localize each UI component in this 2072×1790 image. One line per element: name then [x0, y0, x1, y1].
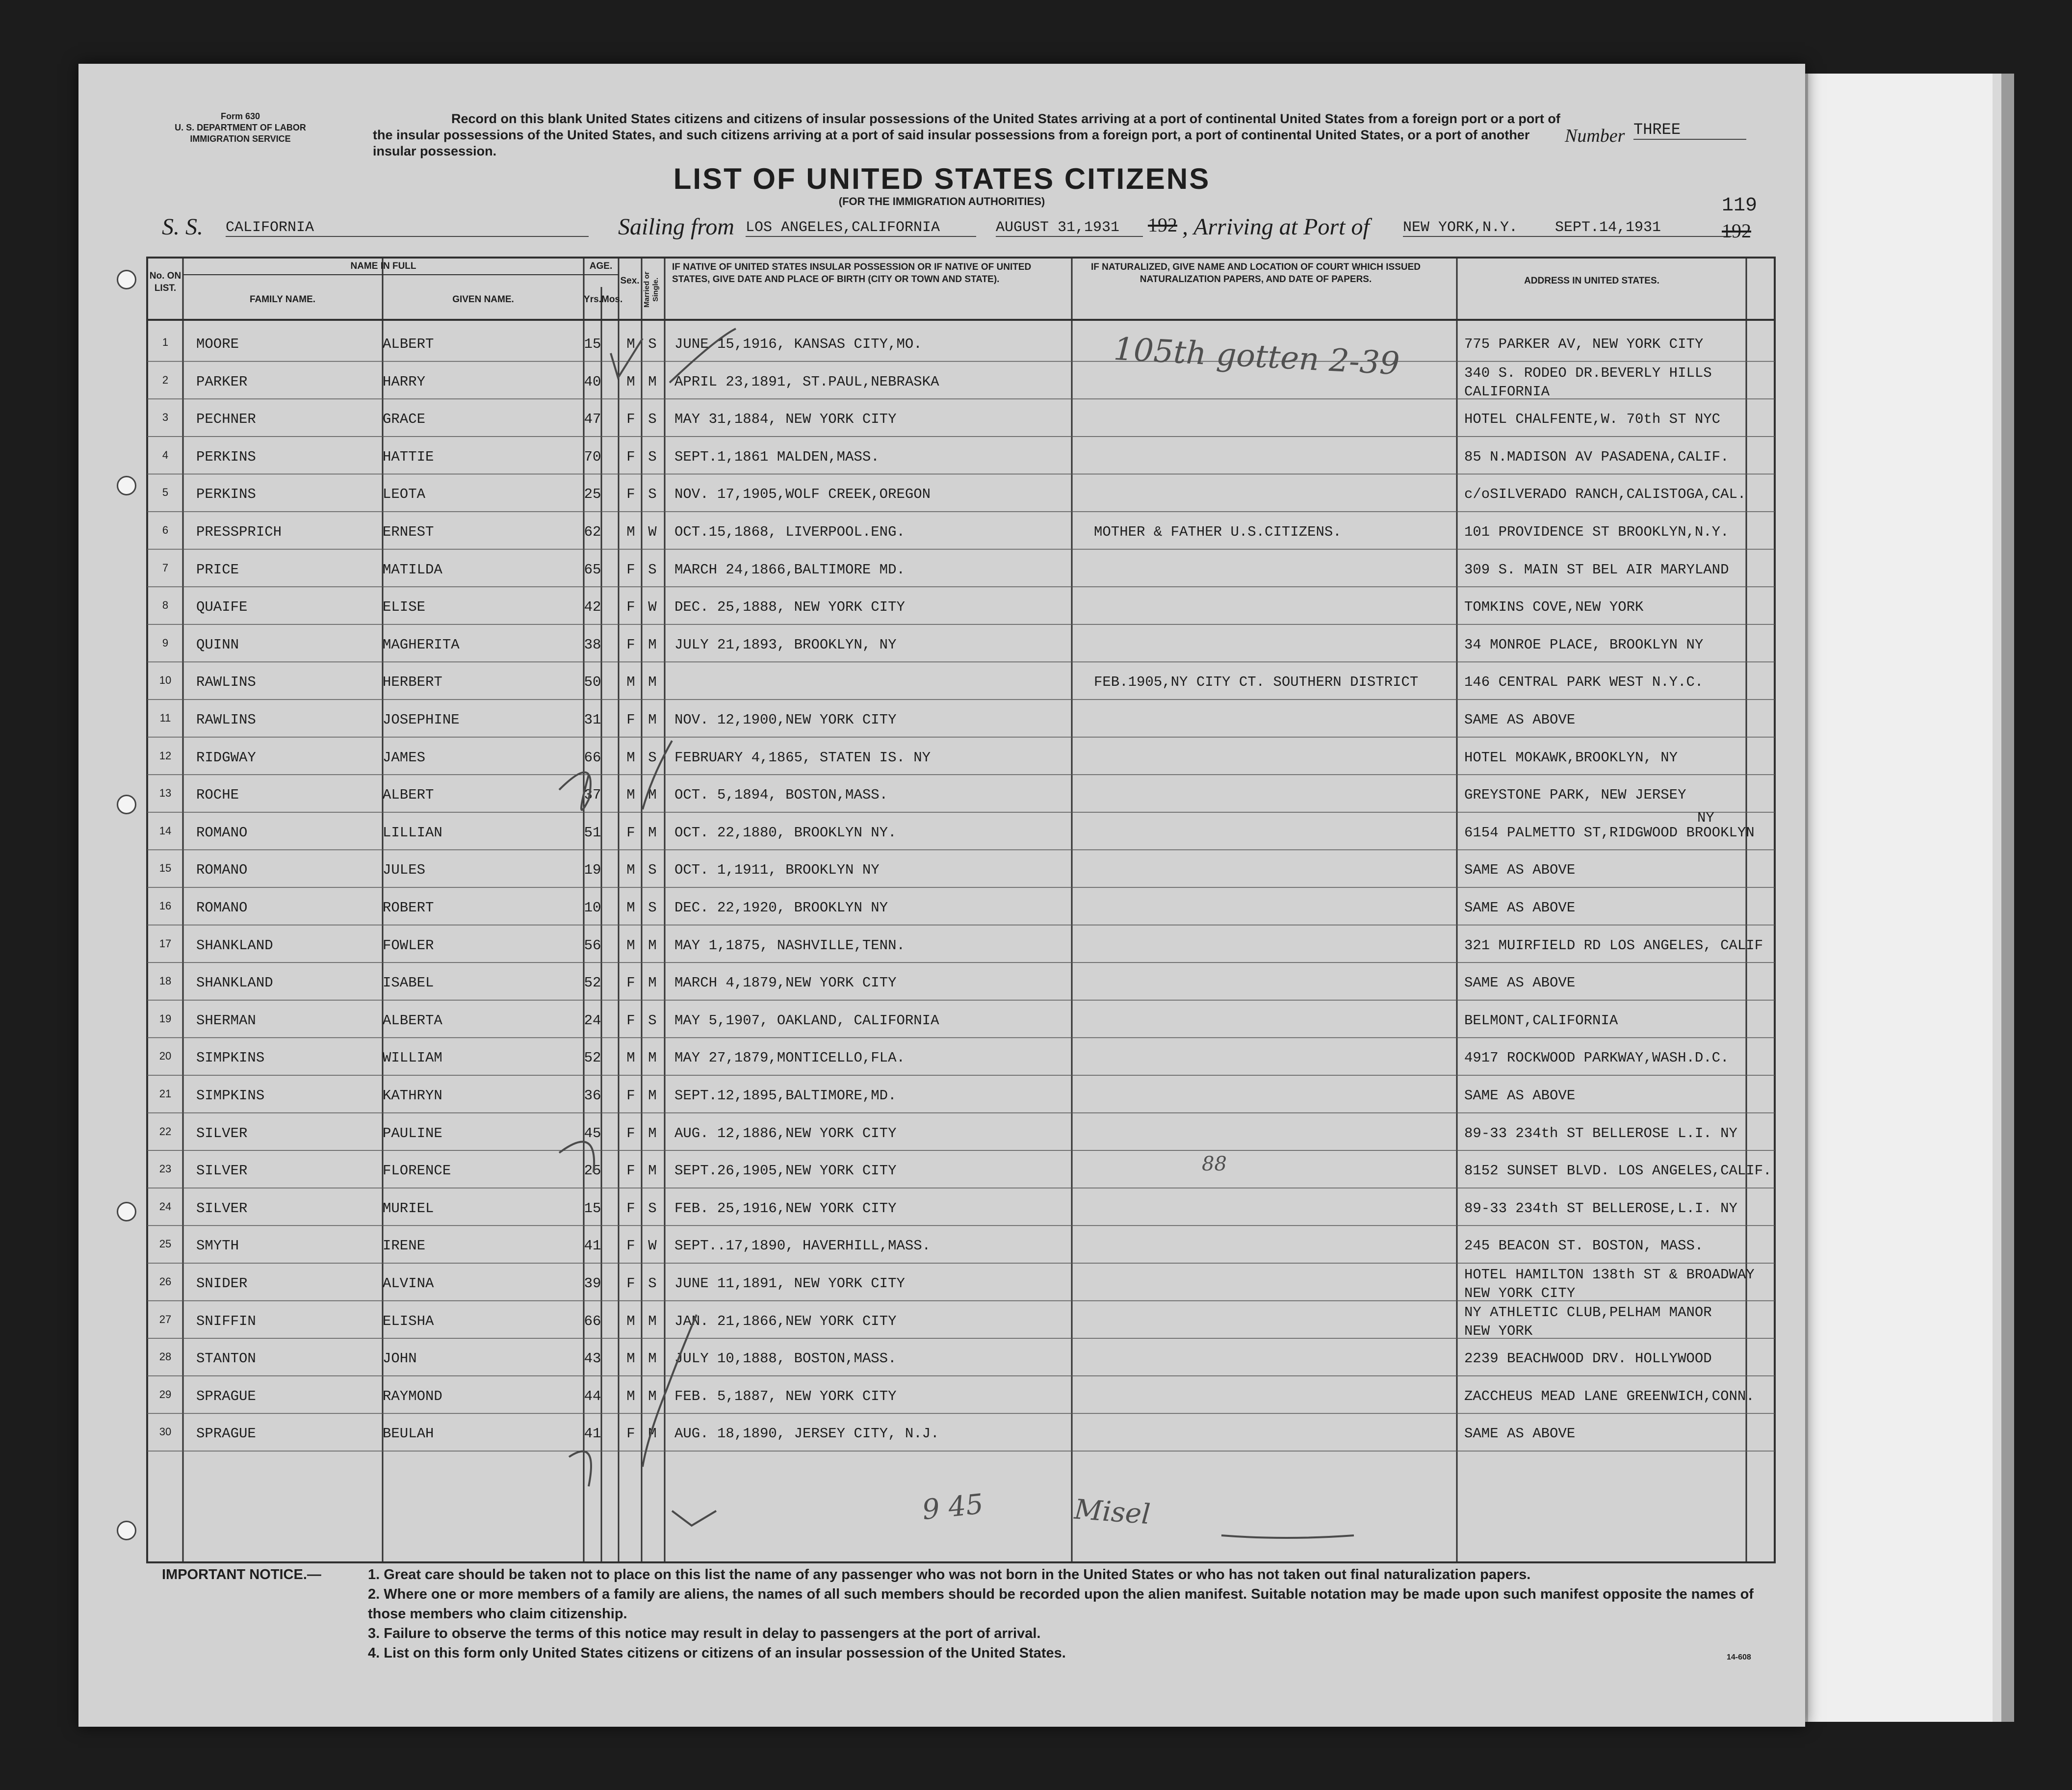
- row-number: 19: [159, 1012, 172, 1025]
- row-number: 21: [159, 1088, 172, 1100]
- sex: F: [626, 1088, 635, 1104]
- sex: F: [626, 561, 635, 578]
- age-years: 15: [584, 336, 601, 352]
- marital-status: S: [648, 486, 657, 503]
- marital-status: S: [648, 1200, 657, 1217]
- arrival-date: SEPT.14,1931: [1555, 219, 1732, 237]
- address: c/oSILVERADO RANCH,CALISTOGA,CAL.: [1464, 486, 1746, 503]
- age-years: 41: [584, 1426, 601, 1442]
- age-years: 65: [584, 561, 601, 578]
- age-years: 19: [584, 862, 601, 879]
- row-number: 6: [162, 524, 169, 536]
- marital-status: M: [648, 373, 657, 390]
- marital-status: M: [648, 1426, 657, 1442]
- sex: F: [626, 448, 635, 465]
- header-age: AGE.: [589, 261, 613, 271]
- row-number: 2: [162, 373, 169, 386]
- given-name: LEOTA: [383, 486, 426, 503]
- address: 309 S. MAIN ST BEL AIR MARYLAND: [1464, 561, 1729, 578]
- address: 89-33 234th ST BELLEROSE L.I. NY: [1464, 1125, 1737, 1141]
- marital-status: S: [648, 862, 657, 879]
- row-number: 11: [159, 712, 171, 724]
- marital-status: M: [648, 674, 657, 691]
- marital-status: M: [648, 712, 657, 728]
- row-number: 4: [162, 448, 169, 461]
- age-years: 50: [584, 674, 601, 691]
- age-years: 31: [584, 712, 601, 728]
- age-years: 42: [584, 599, 601, 616]
- handwritten-note-row1: 105th gotten 2-39: [1113, 331, 1401, 383]
- age-years: 39: [584, 1275, 601, 1292]
- marital-status: S: [648, 900, 657, 916]
- row-number: 20: [159, 1050, 172, 1063]
- sex: M: [626, 900, 635, 916]
- family-name: ROMANO: [196, 862, 248, 879]
- age-years: 41: [584, 1238, 601, 1254]
- sailing-port: LOS ANGELES,CALIFORNIA: [746, 219, 976, 237]
- birth-info: MAY 5,1907, OAKLAND, CALIFORNIA: [674, 1012, 939, 1029]
- age-years: 52: [584, 1050, 601, 1066]
- ship-name: CALIFORNIA: [226, 219, 589, 237]
- given-name: ALBERT: [383, 336, 434, 352]
- row-number: 15: [159, 862, 172, 875]
- sex: M: [626, 674, 635, 691]
- sex: F: [626, 1200, 635, 1217]
- header-sex: Sex.: [620, 276, 640, 286]
- address: 101 PROVIDENCE ST BROOKLYN,N.Y.: [1464, 524, 1729, 540]
- family-name: SMYTH: [196, 1238, 239, 1254]
- address: 321 MUIRFIELD RD LOS ANGELES, CALIF: [1464, 937, 1763, 954]
- given-name: KATHRYN: [383, 1088, 442, 1104]
- header-name-in-full: NAME IN FULL: [350, 261, 416, 271]
- given-name: HERBERT: [383, 674, 442, 691]
- naturalization: FEB.1905,NY CITY CT. SOUTHERN DISTRICT: [1094, 674, 1419, 691]
- birth-info: SEPT.12,1895,BALTIMORE,MD.: [674, 1088, 897, 1104]
- birth-info: MAY 1,1875, NASHVILLE,TENN.: [674, 937, 905, 954]
- family-name: ROMANO: [196, 900, 248, 916]
- address: HOTEL MOKAWK,BROOKLYN, NY: [1464, 749, 1678, 766]
- header-address: ADDRESS IN UNITED STATES.: [1524, 276, 1659, 286]
- given-name: HATTIE: [383, 448, 434, 465]
- address: BELMONT,CALIFORNIA: [1464, 1012, 1618, 1029]
- header-no: No. ON LIST.: [149, 271, 181, 293]
- given-name: JAMES: [383, 749, 426, 766]
- notice-item-1: 1. Great care should be taken not to place on this list the name of any passenger who was not born in the United States or who has not taken out final naturalization papers.: [368, 1567, 1531, 1582]
- row-number: 1: [162, 336, 169, 348]
- notice-item-2: 2. Where one or more members of a family are aliens, the names of all such members should be recorded upon the alien manifest. Suitable notation may be made upon such manifest opposite the names of those members who claim citizenship.: [368, 1586, 1754, 1622]
- sex: M: [626, 1313, 635, 1329]
- address: SAME AS ABOVE: [1464, 862, 1576, 879]
- marital-status: S: [648, 448, 657, 465]
- age-years: 47: [584, 411, 601, 428]
- marital-status: S: [648, 1012, 657, 1029]
- given-name: MAGHERITA: [383, 636, 460, 653]
- row-number: 30: [159, 1426, 172, 1438]
- marital-status: S: [648, 336, 657, 352]
- ss-label: S. S.: [162, 214, 203, 240]
- age-years: 25: [584, 1163, 601, 1179]
- birth-info: FEB. 25,1916,NEW YORK CITY: [674, 1200, 897, 1217]
- given-name: ALVINA: [383, 1275, 434, 1292]
- family-name: SHANKLAND: [196, 937, 273, 954]
- sex: F: [626, 1125, 635, 1141]
- family-name: QUINN: [196, 636, 239, 653]
- birth-info: SEPT.26,1905,NEW YORK CITY: [674, 1163, 897, 1179]
- address: TOMKINS COVE,NEW YORK: [1464, 599, 1644, 616]
- row-number: 5: [162, 486, 169, 499]
- sailing-date: AUGUST 31,1931: [996, 219, 1143, 237]
- family-name: SIMPKINS: [196, 1088, 265, 1104]
- row-number: 27: [159, 1313, 172, 1325]
- address: 146 CENTRAL PARK WEST N.Y.C.: [1464, 674, 1704, 691]
- marital-status: S: [648, 561, 657, 578]
- given-name: GRACE: [383, 411, 426, 428]
- address-line2: NEW YORK: [1464, 1323, 1533, 1339]
- sex: M: [626, 373, 635, 390]
- birth-info: JULY 10,1888, BOSTON,MASS.: [674, 1350, 897, 1367]
- family-name: STANTON: [196, 1350, 256, 1367]
- age-years: 36: [584, 1088, 601, 1104]
- important-notice: [162, 1565, 1781, 1663]
- check-marks: [78, 64, 1805, 1727]
- family-name: SHANKLAND: [196, 975, 273, 991]
- notice-item-4: 4. List on this form only United States citizens or citizens of an insular possession of the United States.: [368, 1645, 1066, 1661]
- marital-status: W: [648, 599, 657, 616]
- number-label: Number: [1565, 126, 1625, 146]
- birth-info: APRIL 23,1891, ST.PAUL,NEBRASKA: [674, 373, 939, 390]
- marital-status: S: [648, 411, 657, 428]
- row-number: 18: [159, 975, 172, 987]
- family-name: QUAIFE: [196, 599, 248, 616]
- row-number: 12: [159, 749, 172, 762]
- family-name: SPRAGUE: [196, 1388, 256, 1404]
- address: 6154 PALMETTO ST,RIDGWOOD BROOKLYN: [1464, 824, 1755, 841]
- row-number: 3: [162, 411, 169, 424]
- footer-code: 14-608: [1727, 1653, 1751, 1661]
- family-name: MOORE: [196, 336, 239, 352]
- row-number: 28: [159, 1350, 172, 1363]
- header-naturalized: IF NATURALIZED, GIVE NAME AND LOCATION OF COURT WHICH ISSUED NATURALIZATION PAPERS, AND DATE OF PAPERS.: [1090, 262, 1421, 285]
- family-name: RAWLINS: [196, 712, 256, 728]
- row-number: 24: [159, 1200, 172, 1213]
- address: SAME AS ABOVE: [1464, 1088, 1576, 1104]
- row-number: 25: [159, 1238, 172, 1250]
- birth-info: FEBRUARY 4,1865, STATEN IS. NY: [674, 749, 931, 766]
- birth-info: SEPT..17,1890, HAVERHILL,MASS.: [674, 1238, 931, 1254]
- sex: F: [626, 636, 635, 653]
- address: 340 S. RODEO DR.BEVERLY HILLS: [1464, 364, 1712, 381]
- birth-info: SEPT.1,1861 MALDEN,MASS.: [674, 448, 880, 465]
- address: HOTEL HAMILTON 138th ST & BROADWAY: [1464, 1267, 1755, 1283]
- given-name: MATILDA: [383, 561, 442, 578]
- birth-info: NOV. 12,1900,NEW YORK CITY: [674, 712, 897, 728]
- marital-status: M: [648, 636, 657, 653]
- marital-status: M: [648, 1313, 657, 1329]
- address: SAME AS ABOVE: [1464, 712, 1576, 728]
- birth-info: DEC. 22,1920, BROOKLYN NY: [674, 900, 888, 916]
- row-number: 13: [159, 787, 172, 800]
- sex: M: [626, 336, 635, 352]
- age-years: 66: [584, 749, 601, 766]
- notice-item-3: 3. Failure to observe the terms of this notice may result in delay to passengers at the port of arrival.: [368, 1626, 1041, 1641]
- sex: F: [626, 1275, 635, 1292]
- given-name: BEULAH: [383, 1426, 434, 1442]
- age-years: 25: [584, 486, 601, 503]
- given-name: ISABEL: [383, 975, 434, 991]
- given-name: FLORENCE: [383, 1163, 451, 1179]
- sex: F: [626, 1012, 635, 1029]
- form-title: LIST OF UNITED STATES CITIZENS: [673, 162, 1211, 195]
- birth-info: MAY 27,1879,MONTICELLO,FLA.: [674, 1050, 905, 1066]
- sheet-number: 119: [1722, 195, 1758, 217]
- address: SAME AS ABOVE: [1464, 900, 1576, 916]
- age-years: 37: [584, 787, 601, 804]
- family-name: PERKINS: [196, 486, 256, 503]
- form-instructions: Record on this blank United States citizens and citizens of insular possessions of the United States arriving at a port of continental United States from a foreign port or a port of the insular possessions of the United States, and such citizens arriving at a port of said insular possessions from a foreign port, a port of continental United States, or a port of another insular possession.: [373, 111, 1560, 158]
- family-name: ROCHE: [196, 787, 239, 804]
- given-name: ELISE: [383, 599, 426, 616]
- sex: F: [626, 712, 635, 728]
- header-yrs: Yrs.: [584, 294, 601, 305]
- header-birth: IF NATIVE OF UNITED STATES INSULAR POSSESSION OR IF NATIVE OF UNITED STATES, GIVE DATE AND PLACE OF BIRTH (CITY OR TOWN AND STATE).: [672, 262, 1032, 285]
- sex: M: [626, 749, 635, 766]
- sex: F: [626, 486, 635, 503]
- address-line2: CALIFORNIA: [1464, 383, 1550, 400]
- marital-status: S: [648, 749, 657, 766]
- birth-info: MARCH 24,1866,BALTIMORE MD.: [674, 561, 905, 578]
- arrival-year-printed: 192: [1722, 220, 1751, 242]
- given-name: ALBERT: [383, 787, 434, 804]
- given-name: ALBERTA: [383, 1012, 442, 1029]
- given-name: FOWLER: [383, 937, 434, 954]
- age-years: 51: [584, 824, 601, 841]
- age-years: 43: [584, 1350, 601, 1367]
- family-name: PRICE: [196, 561, 239, 578]
- age-years: 70: [584, 448, 601, 465]
- header-given-name: GIVEN NAME.: [452, 294, 514, 305]
- sex: M: [626, 862, 635, 879]
- given-name: MURIEL: [383, 1200, 434, 1217]
- address: 85 N.MADISON AV PASADENA,CALIF.: [1464, 448, 1729, 465]
- row-number: 10: [159, 674, 172, 687]
- marital-status: M: [648, 787, 657, 804]
- address: SAME AS ABOVE: [1464, 975, 1576, 991]
- marital-status: M: [648, 1050, 657, 1066]
- handwritten-note-bottom: 9 45: [920, 1488, 985, 1527]
- birth-info: JAN. 21,1866,NEW YORK CITY: [674, 1313, 897, 1329]
- marital-status: W: [648, 1238, 657, 1254]
- row-number: 7: [162, 561, 169, 574]
- given-name: JULES: [383, 862, 426, 879]
- family-name: PRESSPRICH: [196, 524, 282, 540]
- birth-info: MAY 31,1884, NEW YORK CITY: [674, 411, 897, 428]
- row-number: 26: [159, 1275, 172, 1288]
- department: U. S. DEPARTMENT OF LABOR: [175, 123, 306, 132]
- given-name: ELISHA: [383, 1313, 434, 1329]
- form-number: Form 630: [220, 111, 260, 121]
- address: 8152 SUNSET BLVD. LOS ANGELES,CALIF.: [1464, 1163, 1772, 1179]
- service: IMMIGRATION SERVICE: [190, 134, 291, 144]
- age-years: 10: [584, 900, 601, 916]
- address: 245 BEACON ST. BOSTON, MASS.: [1464, 1238, 1704, 1254]
- family-name: SILVER: [196, 1200, 248, 1217]
- arriving-label: , Arriving at Port of: [1182, 214, 1370, 240]
- address: 89-33 234th ST BELLEROSE,L.I. NY: [1464, 1200, 1737, 1217]
- age-years: 45: [584, 1125, 601, 1141]
- page-edge-stack: [1805, 74, 2014, 1722]
- row-number: 14: [159, 824, 172, 837]
- sex: F: [626, 411, 635, 428]
- age-years: 15: [584, 1200, 601, 1217]
- naturalization: MOTHER & FATHER U.S.CITIZENS.: [1094, 524, 1342, 540]
- address: SAME AS ABOVE: [1464, 1426, 1576, 1442]
- stray-mark: 88: [1202, 1153, 1227, 1175]
- family-name: SILVER: [196, 1125, 248, 1141]
- family-name: RIDGWAY: [196, 749, 256, 766]
- age-years: 38: [584, 636, 601, 653]
- given-name: RAYMOND: [383, 1388, 442, 1404]
- family-name: SNIFFIN: [196, 1313, 256, 1329]
- family-name: SPRAGUE: [196, 1426, 256, 1442]
- sailing-label: Sailing from: [618, 214, 734, 240]
- sex: M: [626, 937, 635, 954]
- marital-status: M: [648, 824, 657, 841]
- header-family-name: FAMILY NAME.: [249, 294, 316, 305]
- sex: F: [626, 975, 635, 991]
- address: HOTEL CHALFENTE,W. 70th ST NYC: [1464, 411, 1721, 428]
- address: GREYSTONE PARK, NEW JERSEY: [1464, 787, 1686, 804]
- address-overline: NY: [1697, 809, 1714, 826]
- given-name: JOSEPHINE: [383, 712, 460, 728]
- header-married: Married or Single.: [643, 271, 660, 308]
- marital-status: W: [648, 524, 657, 540]
- sex: M: [626, 524, 635, 540]
- header-mos: Mos.: [601, 294, 623, 305]
- address: 775 PARKER AV, NEW YORK CITY: [1464, 336, 1704, 352]
- arrival-port: NEW YORK,N.Y.: [1403, 219, 1589, 237]
- family-name: PARKER: [196, 373, 248, 390]
- marital-status: M: [648, 1125, 657, 1141]
- birth-info: OCT. 22,1880, BROOKLYN NY.: [674, 824, 897, 841]
- birth-info: OCT. 5,1894, BOSTON,MASS.: [674, 787, 888, 804]
- marital-status: S: [648, 1275, 657, 1292]
- birth-info: OCT.15,1868, LIVERPOOL.ENG.: [674, 524, 905, 540]
- age-years: 56: [584, 937, 601, 954]
- age-years: 24: [584, 1012, 601, 1029]
- address: NY ATHLETIC CLUB,PELHAM MANOR: [1464, 1304, 1712, 1321]
- manifest-page: [78, 64, 1805, 1727]
- family-name: ROMANO: [196, 824, 248, 841]
- row-number: 23: [159, 1163, 172, 1175]
- birth-info: AUG. 12,1886,NEW YORK CITY: [674, 1125, 897, 1141]
- row-number: 17: [159, 937, 172, 950]
- birth-info: JUNE 15,1916, KANSAS CITY,MO.: [674, 336, 922, 352]
- marital-status: M: [648, 1388, 657, 1404]
- given-name: HARRY: [383, 373, 426, 390]
- sex: F: [626, 599, 635, 616]
- sailing-year-printed: 192: [1148, 214, 1177, 236]
- birth-info: AUG. 18,1890, JERSEY CITY, N.J.: [674, 1426, 939, 1442]
- birth-info: DEC. 25,1888, NEW YORK CITY: [674, 599, 905, 616]
- birth-info: NOV. 17,1905,WOLF CREEK,OREGON: [674, 486, 931, 503]
- sex: F: [626, 824, 635, 841]
- given-name: PAULINE: [383, 1125, 442, 1141]
- birth-info: JULY 21,1893, BROOKLYN, NY: [674, 636, 897, 653]
- age-years: 52: [584, 975, 601, 991]
- birth-info: JUNE 11,1891, NEW YORK CITY: [674, 1275, 905, 1292]
- given-name: WILLIAM: [383, 1050, 442, 1066]
- sex: F: [626, 1426, 635, 1442]
- given-name: IRENE: [383, 1238, 426, 1254]
- address: 34 MONROE PLACE, BROOKLYN NY: [1464, 636, 1704, 653]
- marital-status: M: [648, 1088, 657, 1104]
- given-name: LILLIAN: [383, 824, 442, 841]
- sex: F: [626, 1238, 635, 1254]
- row-number: 8: [162, 599, 169, 612]
- family-name: SHERMAN: [196, 1012, 256, 1029]
- family-name: PERKINS: [196, 448, 256, 465]
- form-subtitle: (FOR THE IMMIGRATION AUTHORITIES): [838, 195, 1045, 208]
- birth-info: FEB. 5,1887, NEW YORK CITY: [674, 1388, 897, 1404]
- given-name: ROBERT: [383, 900, 434, 916]
- address: ZACCHEUS MEAD LANE GREENWICH,CONN.: [1464, 1388, 1755, 1404]
- family-name: PECHNER: [196, 411, 256, 428]
- row-number: 16: [159, 900, 172, 912]
- sex: M: [626, 1050, 635, 1066]
- sex: M: [626, 787, 635, 804]
- family-name: SILVER: [196, 1163, 248, 1179]
- address: 4917 ROCKWOOD PARKWAY,WASH.D.C.: [1464, 1050, 1729, 1066]
- given-name: ERNEST: [383, 524, 434, 540]
- address-line2: NEW YORK CITY: [1464, 1285, 1576, 1301]
- sex: M: [626, 1350, 635, 1367]
- sex: F: [626, 1163, 635, 1179]
- notice-lead: IMPORTANT NOTICE.—: [162, 1567, 321, 1582]
- row-number: 22: [159, 1125, 172, 1138]
- age-years: 40: [584, 373, 601, 390]
- given-name: JOHN: [383, 1350, 417, 1367]
- notice-items: [162, 1565, 1781, 1663]
- row-number: 29: [159, 1388, 172, 1401]
- family-name: SIMPKINS: [196, 1050, 265, 1066]
- handwritten-initials: Misel: [1073, 1493, 1152, 1531]
- marital-status: M: [648, 1163, 657, 1179]
- marital-status: M: [648, 975, 657, 991]
- number-value: THREE: [1633, 121, 1746, 140]
- birth-info: MARCH 4,1879,NEW YORK CITY: [674, 975, 897, 991]
- family-name: SNIDER: [196, 1275, 248, 1292]
- age-years: 66: [584, 1313, 601, 1329]
- marital-status: M: [648, 1350, 657, 1367]
- family-name: RAWLINS: [196, 674, 256, 691]
- marital-status: M: [648, 937, 657, 954]
- birth-info: OCT. 1,1911, BROOKLYN NY: [674, 862, 880, 879]
- row-number: 9: [162, 636, 169, 649]
- sex: M: [626, 1388, 635, 1404]
- age-years: 44: [584, 1388, 601, 1404]
- age-years: 62: [584, 524, 601, 540]
- address: 2239 BEACHWOOD DRV. HOLLYWOOD: [1464, 1350, 1712, 1367]
